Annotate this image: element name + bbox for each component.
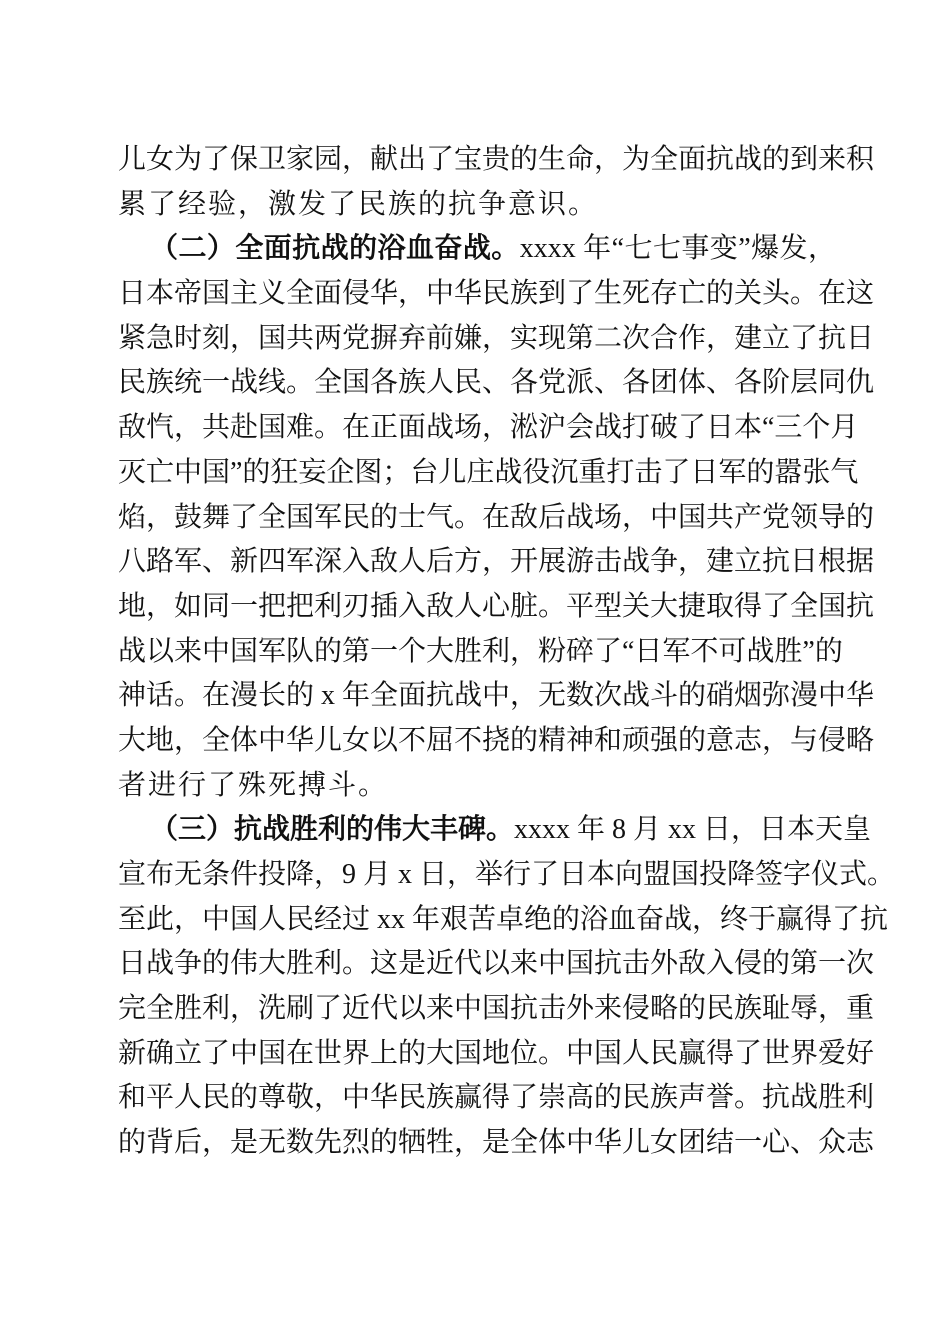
text-line: [118, 272, 875, 317]
line-text: 八路军、新四军深入敌人后方，开展游击战争，建立抗日根据: [118, 546, 875, 578]
line-text: 的背后，是无数先烈的牺牲，是全体中华儿女团结一心、众志: [118, 1127, 875, 1159]
line-text: 大地，全体中华儿女以不屈不挠的精神和顽强的意志，与侵略: [118, 724, 875, 756]
text-line: [118, 317, 875, 362]
text-line: [118, 630, 843, 675]
text-line: [118, 719, 875, 764]
document-page: [118, 138, 896, 1166]
text-line: [118, 898, 889, 943]
line-text: 地，如同一把把利刃插入敌人心脏。平型关大捷取得了全国抗: [118, 590, 875, 622]
line-text: 战以来中国军队的第一个大胜利，粉碎了“日军不可战胜”的: [118, 635, 843, 667]
line-text: 日战争的伟大胜利。这是近代以来中国抗击外敌入侵的第一次: [118, 948, 875, 980]
line-text: 敌忾，共赴国难。在正面战场，淞沪会战打破了日本“三个月: [118, 412, 859, 444]
text-line: [118, 987, 875, 1032]
section-heading: （三）抗战胜利的伟大丰碑。: [150, 814, 515, 846]
text-line: [118, 764, 836, 809]
line-text: xxxx 年 8 月 xx 日，日本天皇: [514, 814, 872, 846]
text-line: [118, 1076, 875, 1121]
text-line: [118, 585, 875, 630]
text-line: [118, 853, 896, 898]
line-text: 神话。在漫长的 x 年全面抗战中，无数次战斗的硝烟弥漫中华: [118, 680, 875, 712]
line-text: 者进行了殊死搏斗。: [118, 769, 389, 801]
line-text: 灭亡中国”的狂妄企图；台儿庄战役沉重打击了日军的嚣张气: [118, 456, 859, 488]
line-text: 累了经验，激发了民族的抗争意识。: [118, 188, 599, 220]
line-text: 新确立了中国在世界上的大国地位。中国人民赢得了世界爱好: [118, 1037, 875, 1069]
line-text: 完全胜利，洗刷了近代以来中国抗击外来侵略的民族耻辱，重: [118, 993, 875, 1025]
text-line: [118, 138, 875, 183]
line-text: 焰，鼓舞了全国军民的士气。在敌后战场，中国共产党领导的: [118, 501, 875, 533]
text-line: [118, 942, 875, 987]
line-text: xxxx 年“七七事变”爆发，: [519, 233, 836, 265]
line-text: 民族统一战线。全国各族人民、各党派、各团体、各阶层同仇: [118, 367, 875, 399]
text-line: [118, 451, 859, 496]
text-line: [118, 540, 875, 585]
line-text: 紧急时刻，国共两党摒弃前嫌，实现第二次合作，建立了抗日: [118, 322, 875, 354]
line-text: 至此，中国人民经过 xx 年艰苦卓绝的浴血奋战，终于赢得了抗: [118, 903, 889, 935]
text-line: [118, 406, 859, 451]
text-line: [118, 1121, 875, 1166]
section-heading-line: [118, 808, 872, 853]
text-line: [118, 361, 875, 406]
section-heading: （二）全面抗战的浴血奋战。: [150, 233, 520, 265]
text-line: [118, 674, 875, 719]
text-line: [118, 183, 836, 228]
line-text: 儿女为了保卫家园，献出了宝贵的生命，为全面抗战的到来积: [118, 144, 875, 175]
section-heading-line: [118, 227, 836, 272]
line-text: 和平人民的尊敬，中华民族赢得了崇高的民族声誉。抗战胜利: [118, 1082, 875, 1114]
text-line: [118, 1032, 875, 1077]
text-line: [118, 496, 875, 541]
line-text: 日本帝国主义全面侵华，中华民族到了生死存亡的关头。在这: [118, 278, 875, 310]
line-text: 宣布无条件投降，9 月 x 日，举行了日本向盟国投降签字仪式。: [118, 859, 896, 890]
